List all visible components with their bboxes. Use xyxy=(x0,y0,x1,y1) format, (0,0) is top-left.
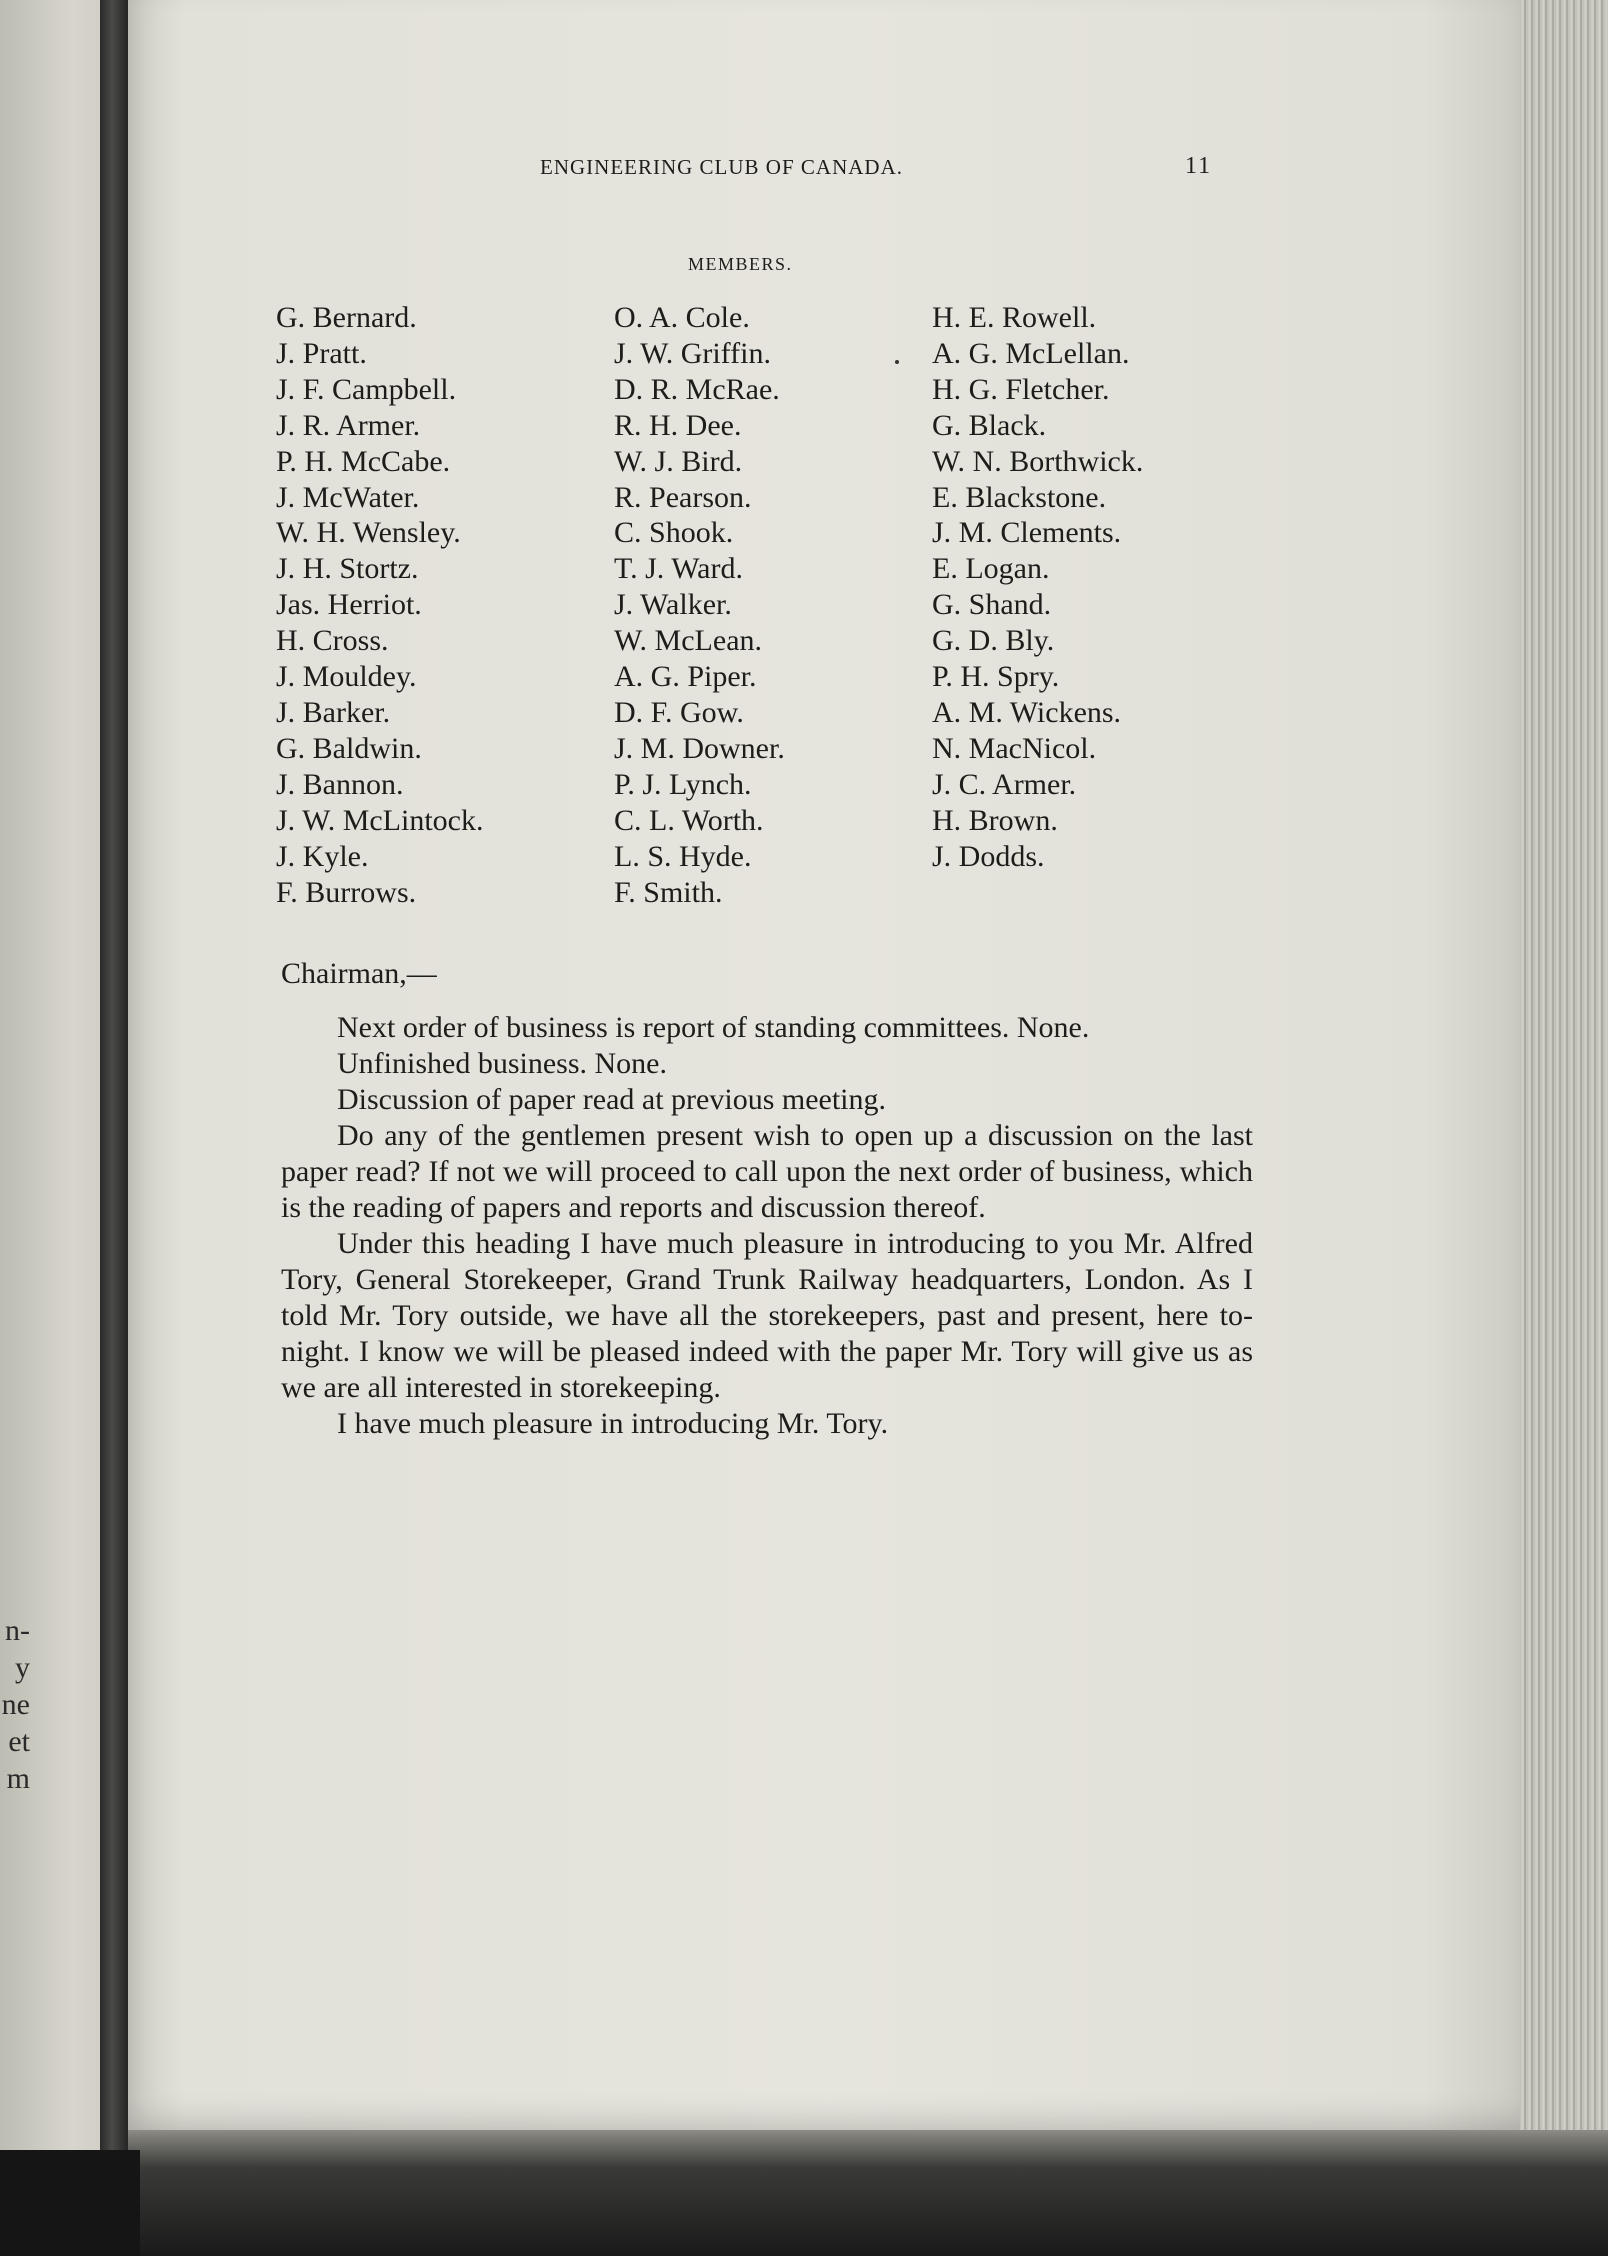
book-bottom-edge xyxy=(128,2130,1608,2256)
book-gutter xyxy=(100,0,130,2256)
member-name: J. R. Armer. xyxy=(276,408,421,442)
member-name: L. S. Hyde. xyxy=(614,839,752,873)
member-name: G. Shand. xyxy=(932,588,1052,622)
fragment-line: m xyxy=(6,1762,30,1795)
member-name: C. L. Worth. xyxy=(614,803,764,837)
member-name: W. N. Borthwick. xyxy=(932,444,1144,478)
member-name: J. Walker. xyxy=(614,588,732,622)
member-name: H. Cross. xyxy=(276,624,389,658)
member-name: R. H. Dee. xyxy=(614,408,742,442)
member-name: O. A. Cole. xyxy=(614,301,750,334)
member-name: P. H. Spry. xyxy=(932,660,1060,694)
member-name: H. G. Fletcher. xyxy=(932,372,1110,406)
member-name: P. H. McCabe. xyxy=(276,444,451,478)
member-name: G. D. Bly. xyxy=(932,624,1055,658)
paragraph: Discussion of paper read at previous meeting. xyxy=(337,1083,887,1116)
member-name: G. Baldwin. xyxy=(276,731,422,765)
member-name: J. Pratt. xyxy=(276,336,367,370)
member-name: C. Shook. xyxy=(614,516,734,550)
member-name: W. H. Wensley. xyxy=(276,516,461,550)
member-name: N. MacNicol. xyxy=(932,731,1097,765)
fragment-line: et xyxy=(8,1725,30,1758)
member-name: D. R. McRae. xyxy=(614,372,780,406)
member-name: J. Bannon. xyxy=(276,767,404,801)
member-name: G. Black. xyxy=(932,408,1047,442)
members-column-1 xyxy=(276,300,614,910)
fragment-line: n- xyxy=(5,1614,30,1647)
member-name: J. W. McLintock. xyxy=(276,803,484,837)
fragment-line: y xyxy=(15,1651,30,1684)
member-name: H. Brown. xyxy=(932,803,1058,837)
member-name: J. F. Campbell. xyxy=(276,372,457,406)
members-list xyxy=(276,300,1232,910)
paragraph: I have much pleasure in introducing Mr. Tory. xyxy=(337,1407,889,1440)
member-name: W. McLean. xyxy=(614,624,763,658)
paragraph: Do any of the gentlemen present wish to open up a discussion on the last paper read? If not we will proceed to call upon the next order of business, which is the reading of papers and reports and discussion thereof. xyxy=(281,1119,1253,1224)
member-name: J. Kyle. xyxy=(276,839,369,873)
member-name: F. Smith. xyxy=(614,875,723,909)
member-name: J. H. Stortz. xyxy=(276,552,419,586)
members-column-3 xyxy=(932,300,1232,910)
paragraph: Unfinished business. None. xyxy=(337,1047,667,1080)
paragraph: Next order of business is report of standing committees. None. xyxy=(337,1011,1090,1044)
member-name: W. J. Bird. xyxy=(614,444,743,478)
member-name: F. Burrows. xyxy=(276,875,417,909)
member-name: A. G. Piper. xyxy=(614,660,757,694)
chairman-remarks xyxy=(281,956,1253,1442)
fragment-line: ne xyxy=(1,1688,30,1721)
facing-page-text-fragments xyxy=(0,1612,30,1797)
member-name: T. J. Ward. xyxy=(614,552,743,586)
member-name: R. Pearson. xyxy=(614,480,752,514)
member-name: E. Logan. xyxy=(932,552,1050,586)
member-name: J. McWater. xyxy=(276,480,420,514)
member-name: J. W. Griffin. xyxy=(614,336,771,370)
members-column-2 xyxy=(614,300,932,910)
member-name: H. E. Rowell. xyxy=(932,301,1097,334)
section-heading: MEMBERS. xyxy=(688,254,793,274)
book-bottom-corner xyxy=(0,2150,140,2256)
member-name: E. Blackstone. xyxy=(932,480,1107,514)
member-name: A. M. Wickens. xyxy=(932,695,1122,729)
paragraph: Under this heading I have much pleasure in introducing to you Mr. Alfred Tory, General Storekeeper, Grand Trunk Railway headquarters, London. As I told Mr. Tory outside, we have all the storekeepers, past and present, here to-night. I know we will be pleased indeed with the paper Mr. Tory will give us as we are all interested in storekeeping. xyxy=(281,1227,1253,1404)
member-name: G. Bernard. xyxy=(276,301,417,334)
member-name: J. Barker. xyxy=(276,695,391,729)
member-name: J. M. Downer. xyxy=(614,731,785,765)
member-name: J. M. Clements. xyxy=(932,516,1122,550)
member-name: J. Dodds. xyxy=(932,839,1045,873)
member-name: J. Mouldey. xyxy=(276,660,417,694)
member-name: J. C. Armer. xyxy=(932,767,1077,801)
member-name: D. F. Gow. xyxy=(614,695,744,729)
page-number: 11 xyxy=(1185,153,1213,179)
member-name: P. J. Lynch. xyxy=(614,767,752,801)
running-head-title: ENGINEERING CLUB OF CANADA. xyxy=(540,155,903,179)
salutation: Chairman,— xyxy=(281,957,437,990)
member-name: A. G. McLellan. xyxy=(932,336,1130,370)
member-name: Jas. Herriot. xyxy=(276,588,422,622)
page-edges xyxy=(1520,0,1608,2150)
